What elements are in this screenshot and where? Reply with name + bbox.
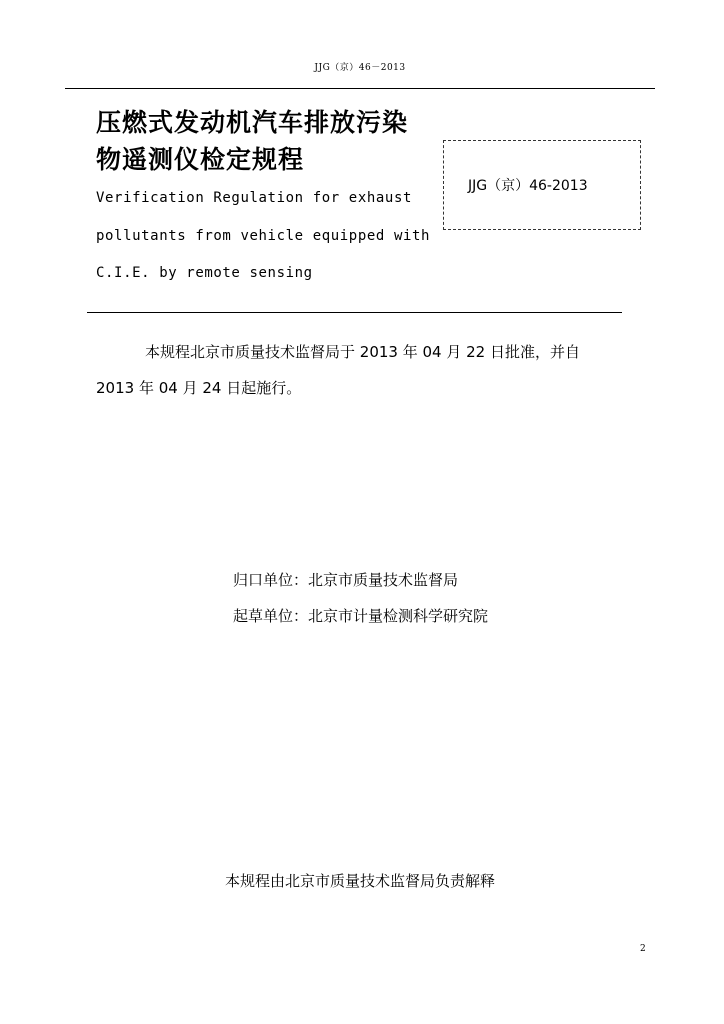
title-cn-line-1: 压燃式发动机汽车排放污染 [96,108,409,137]
interpretation-note: 本规程由北京市质量技术监督局负责解释 [225,872,496,890]
page-number: 2 [640,944,646,954]
responsible-unit: 归口单位：北京市质量技术监督局 [233,571,459,589]
title-en-line-1: Verification Regulation for exhaust [96,190,413,206]
header-rule [65,88,655,89]
title-cn-line-2: 物遥测仪检定规程 [96,145,305,174]
title-en-line-3: C.I.E. by remote sensing [96,265,313,281]
regulation-code-box [443,140,641,230]
approval-line-1: 本规程北京市质量技术监督局于 2013 年 04 月 22 日批准，并自 [145,343,580,361]
drafting-unit: 起草单位：北京市计量检测科学研究院 [233,607,489,625]
running-header: JJG（京）46－2013 [314,63,406,73]
title-rule [87,312,622,313]
title-en-line-2: pollutants from vehicle equipped with [96,228,431,244]
regulation-code: JJG（京）46-2013 [468,178,588,194]
approval-line-2: 2013 年 04 月 24 日起施行。 [96,379,302,397]
